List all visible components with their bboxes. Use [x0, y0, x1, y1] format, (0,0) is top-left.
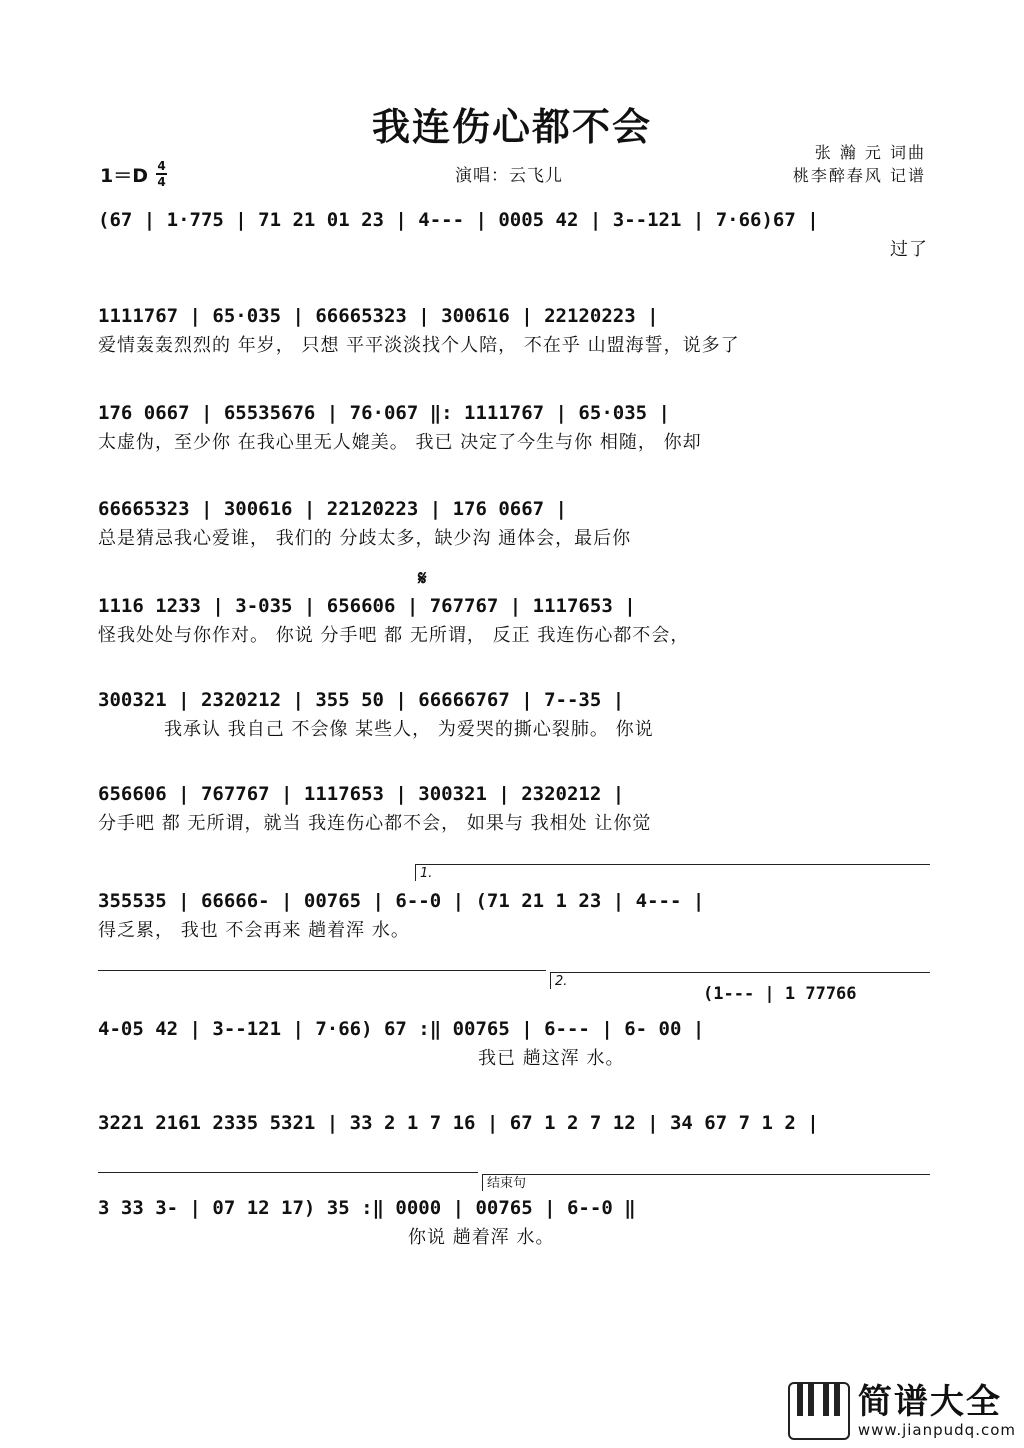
notes-row-11: 3 33 3- | 07 12 17) 35 :‖ 0000 | 00765 | 6--0 ‖ [98, 1197, 636, 1219]
staff-row-9 [98, 1016, 928, 1072]
upper-voice-notes: (1--- | 1 77766 [703, 984, 857, 1004]
staff-row-7 [98, 781, 928, 837]
staff-row-6 [98, 687, 928, 743]
lyrics-row-5: 怪我处处与你作对。 你说 分手吧 都 无所谓， 反正 我连伤心都不会， [98, 625, 690, 646]
staff-row-1 [98, 207, 928, 263]
staff-row-3 [98, 400, 928, 456]
lyrics-row-3: 太虚伪，至少你 在我心里无人媲美。 我已 决定了今生与你 相随， 你却 [98, 432, 702, 453]
volta-1-label: 1. [420, 866, 433, 881]
notes-row-5: 1116 1233 | 3-035 | 656606 | 767767 | 1117653 | [98, 595, 636, 617]
ending-label: 结束句 [487, 1176, 527, 1191]
staff-row-4 [98, 496, 928, 552]
time-signature [156, 160, 167, 188]
lyrics-row-1: 过了 [890, 239, 928, 260]
staff-row-10 [98, 1110, 928, 1136]
staff-row-2 [98, 303, 928, 359]
logo-name: 简谱大全 [857, 1382, 1002, 1422]
lyricist-composer: 张 瀚 元 词曲 [814, 143, 926, 162]
volta-1-continuation [98, 970, 546, 971]
logo-url[interactable]: www.jianpudq.com [857, 1421, 1016, 1439]
staff-row-8 [98, 888, 928, 944]
lyrics-row-6: 我承认 我自己 不会像 某些人， 为爱哭的撕心裂肺。 你说 [164, 719, 654, 740]
meter-top: 4 [157, 159, 166, 173]
lyrics-row-2: 爱情轰轰烈烈的 年岁， 只想 平平淡淡找个人陪， 不在乎 山盟海誓，说多了 [98, 335, 740, 356]
key-signature [100, 160, 167, 188]
notes-row-7: 656606 | 767767 | 1117653 | 300321 | 2320212 | [98, 783, 625, 805]
staff-row-5 [98, 593, 928, 649]
notes-row-6: 300321 | 2320212 | 355 50 | 66666767 | 7--35 | [98, 689, 625, 711]
notes-row-2: 1111767 | 65·035 | 66665323 | 300616 | 22120223 | [98, 305, 659, 327]
notes-row-1: (67 | 1·775 | 71 21 01 23 | 4--- | 0005 42 | 3--121 | 7·66)67 | [98, 209, 819, 231]
volta-1 [415, 864, 930, 881]
notes-row-4: 66665323 | 300616 | 22120223 | 176 0667 | [98, 498, 567, 520]
volta-2-label: 2. [555, 974, 568, 989]
piano-icon [788, 1382, 850, 1440]
notes-row-10: 3221 2161 2335 5321 | 33 2 1 7 16 | 67 1 2 7 12 | 34 67 7 1 2 | [98, 1112, 819, 1134]
lyrics-row-4: 总是猜忌我心爱谁， 我们的 分歧太多，缺少沟 通体会，最后你 [98, 528, 632, 549]
notes-row-3: 176 0667 | 65535676 | 76·067 ‖: 1111767 | 65·035 | [98, 402, 670, 424]
singer: 演唱：云飞儿 [455, 166, 563, 186]
notes-row-9: 4-05 42 | 3--121 | 7·66) 67 :‖ 00765 | 6--- | 6- 00 | [98, 1018, 705, 1040]
staff-row-11 [98, 1195, 928, 1251]
lyrics-row-11: 你说 趟着浑 水。 [408, 1227, 555, 1248]
notes-row-8: 355535 | 66666- | 00765 | 6--0 | (71 21 1 23 | 4--- | [98, 890, 705, 912]
lyrics-row-8: 得乏累， 我也 不会再来 趟着浑 水。 [98, 920, 410, 941]
key-label: 1＝D [100, 164, 148, 187]
ending-bracket [482, 1174, 930, 1191]
site-logo[interactable] [788, 1382, 1016, 1440]
transcriber: 桃李醉春风 记谱 [792, 166, 926, 185]
lyrics-row-7: 分手吧 都 无所谓，就当 我连伤心都不会， 如果与 我相处 让你觉 [98, 813, 652, 834]
segno-icon: 𝄋 [418, 566, 427, 590]
meter-bottom: 4 [157, 175, 166, 189]
volta-2-continuation [98, 1172, 478, 1173]
song-title: 我连伤心都不会 [371, 104, 652, 149]
lyrics-row-9: 我已 趟这浑 水。 [478, 1048, 625, 1069]
